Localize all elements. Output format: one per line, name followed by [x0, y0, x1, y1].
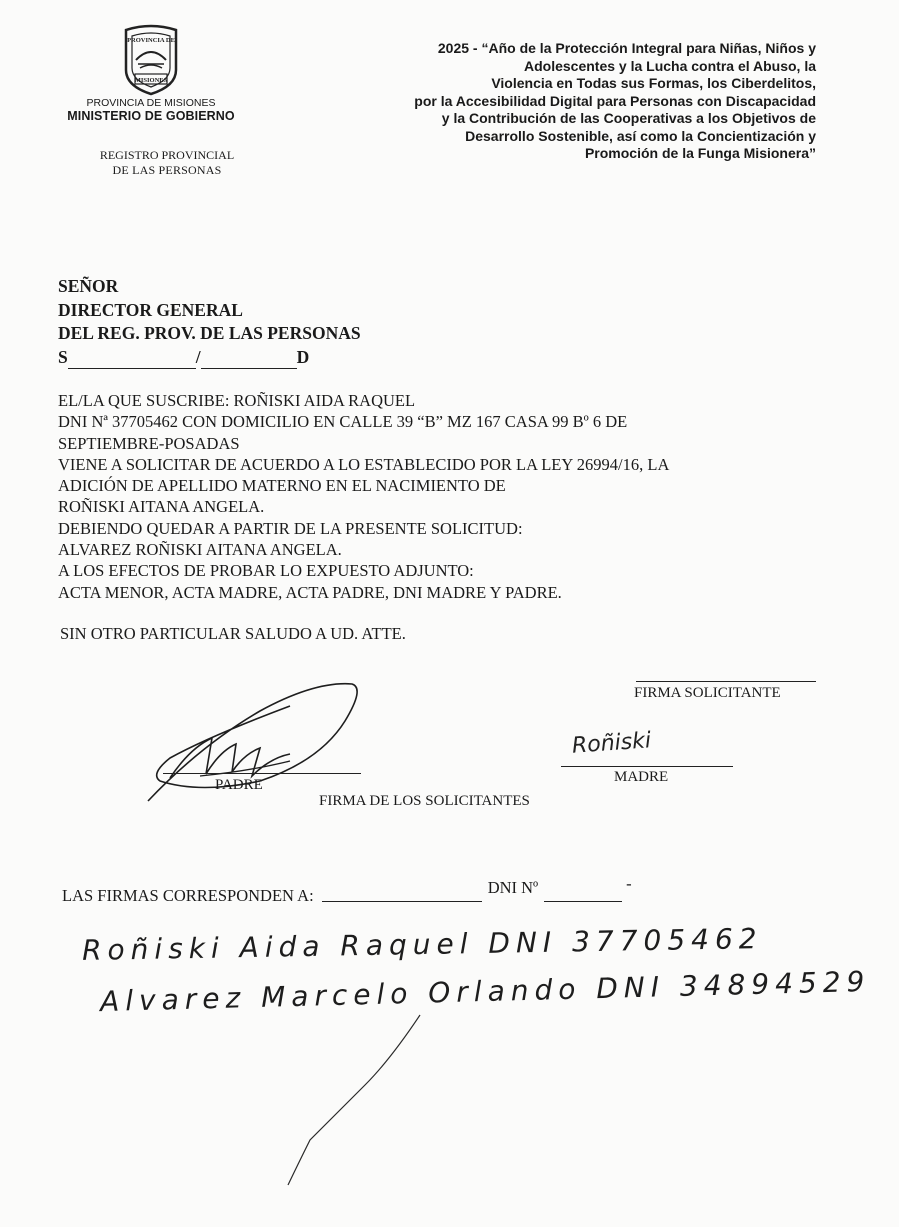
motto-line: Adolescentes y la Lucha contra el Abuso, la [523, 57, 816, 74]
body-line: ACTA MENOR, ACTA MADRE, ACTA PADRE, DNI MADRE Y PADRE. [58, 582, 562, 602]
d-letter: D [296, 346, 310, 367]
father-label: PADRE [215, 777, 263, 793]
body-line: ADICIÓN DE APELLIDO MATERNO EN EL NACIMIENTO DE [58, 476, 506, 496]
addressee-line: SEÑOR [58, 276, 119, 296]
motto-line: Violencia en Todas sus Formas, los Ciberdelitos, [491, 75, 816, 91]
body-line: DEBIENDO QUEDAR A PARTIR DE LA PRESENTE SOLICITUD: [58, 518, 523, 538]
applicant-signature-line [636, 681, 816, 682]
motto-line: por la Accesibilidad Digital para Personas con Discapacidad [414, 92, 816, 109]
body-line: EL/LA QUE SUSCRIBE: ROÑISKI AIDA RAQUEL [58, 391, 416, 410]
seal-top-text: PROVINCIA DE [127, 37, 175, 44]
blank-field [201, 350, 297, 369]
request-body [58, 390, 669, 603]
body-line: DNI Nª 37705462 CON DOMICILIO EN CALLE 39 “B” MZ 167 CASA 99 Bº 6 DE [58, 412, 628, 432]
province-name: PROVINCIA DE MISIONES [86, 97, 216, 109]
signatures-correspond-line [62, 874, 632, 906]
body-line: A LOS EFECTOS DE PROBAR LO EXPUESTO ADJUNTO: [58, 561, 474, 581]
registry-line-2: DE LAS PERSONAS [112, 163, 222, 177]
dni-label: DNI Nº [487, 878, 539, 897]
motto-line: Desarrollo Sostenible, así como la Concientización y [465, 127, 816, 144]
pen-stroke-icon [270, 1010, 430, 1190]
addressee-line: DIRECTOR GENERAL [58, 299, 243, 320]
motto-line: 2025 - “Año de la Protección Integral para Niñas, Niños y [437, 40, 816, 56]
salutation-line [58, 346, 361, 370]
body-line: SEPTIEMBRE-POSADAS [58, 433, 240, 453]
blank-field [322, 883, 482, 902]
seal-bottom-text: MISIONES [134, 77, 168, 84]
body-line: VIENE A SOLICITAR DE ACUERDO A LO ESTABLECIDO POR LA LEY 26994/16, LA [58, 454, 670, 474]
blank-field [68, 350, 196, 369]
addressee-line: DEL REG. PROV. DE LAS PERSONAS [58, 323, 361, 343]
handwritten-line-1: Roñiski Aida Raquel DNI 37705462 [81, 922, 763, 967]
applicants-signature-label: FIRMA DE LOS SOLICITANTES [319, 793, 530, 809]
mother-signature: Roñiski [571, 728, 652, 759]
ministry-name: MINISTERIO DE GOBIERNO [67, 109, 235, 123]
province-seal-icon [118, 20, 184, 96]
registry-line-1: REGISTRO PROVINCIAL [99, 148, 235, 162]
addressee-block [58, 275, 361, 369]
s-letter: S [58, 346, 68, 367]
applicant-signature-label: FIRMA SOLICITANTE [634, 685, 781, 701]
slash: / [195, 346, 201, 367]
blank-field [544, 883, 622, 902]
body-line: ALVAREZ ROÑISKI AITANA ANGELA. [58, 540, 342, 560]
year-motto [330, 40, 816, 163]
motto-line: Promoción de la Funga Misionera” [584, 145, 816, 161]
firmas-label: LAS FIRMAS CORRESPONDEN A: [62, 886, 314, 905]
motto-line: y la Contribución de las Cooperativas a los Objetivos de [441, 110, 816, 126]
body-line: ROÑISKI AITANA ANGELA. [58, 497, 265, 517]
closing-line: SIN OTRO PARTICULAR SALUDO A UD. ATTE. [60, 624, 406, 643]
registry-block [62, 148, 272, 178]
ministry-block [60, 97, 242, 123]
dash: - [626, 874, 632, 893]
mother-label: MADRE [614, 769, 669, 785]
mother-signature-line [561, 766, 733, 767]
father-signature-line [163, 773, 361, 774]
handwritten-line-2: Alvarez Marcelo Orlando DNI 34894529 [99, 964, 871, 1019]
